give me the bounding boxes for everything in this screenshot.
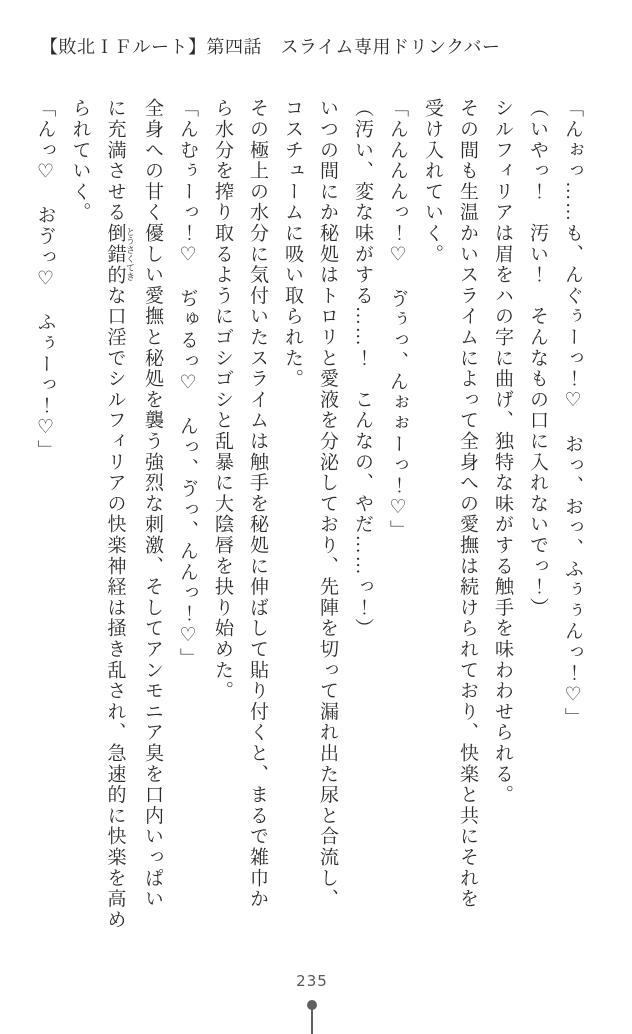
text-column: シルフィリアは眉をハの字に曲げ、独特な味がする触手を味わわせられる。 <box>492 98 513 806</box>
text-column: 全身への甘く優しい愛撫と秘処を襲う強烈な刺激、そしてアンモニア臭を口内いっぱい <box>142 98 163 910</box>
text-column: いつの間にか秘処はトロリと愛液を分泌しており、先陣を切って漏れ出た尿と合流し、 <box>317 98 338 910</box>
furigana-ruby: 倒錯的 とうさくてき <box>104 222 135 286</box>
text-column: （汚い、変な味がする……！ こんなの、やだ……っ！） <box>352 98 373 639</box>
text-column: その間も生温かいスライムによって全身への愛撫は続けられており、快楽と共にそれを <box>457 98 478 910</box>
text-columns <box>28 98 591 936</box>
text-column: 「んんんんっ！♡ ゔぅっ、んぉぉーっ！♡」 <box>387 98 408 541</box>
bookmark-line <box>311 1008 313 1034</box>
text-column: その極上の水分に気付いたスライムは触手を秘処に伸ばして貼り付くと、まるで雑巾か <box>247 98 268 910</box>
text-column: 受け入れていく。 <box>422 98 443 265</box>
text-column: に充満させる倒錯的 とうさくてきな口淫でシルフィリアの快楽神経は掻き乱され、急速的に快楽を高め <box>104 98 135 931</box>
text-column: 「んむぅーっ！♡ ぢゅるっ♡ んっ、ゔっ、んんっ！♡」 <box>177 98 198 669</box>
text-column: られていく。 <box>69 98 91 223</box>
chapter-header: 【敗北ＩＦルート】第四話 スライム専用ドリンクバー <box>40 37 501 57</box>
text-column: 「んぉっ……も、んぐぅーっ！♡ おっ、おっ、ふぅぅんっ！♡」 <box>562 98 583 728</box>
text-column: （いやっ！ 汚い！ そんなもの口に入れないでっ！） <box>527 98 548 618</box>
text-column: コスチュームに吸い取られた。 <box>282 98 303 390</box>
text-column: ら水分を搾り取るようにゴシゴシと乱暴に大陰唇を抉り始めた。 <box>212 98 233 702</box>
text-column: 「んっ♡ おゔっ♡ ふぅーっ！♡」 <box>34 98 56 461</box>
page-number: 235 <box>296 972 328 990</box>
